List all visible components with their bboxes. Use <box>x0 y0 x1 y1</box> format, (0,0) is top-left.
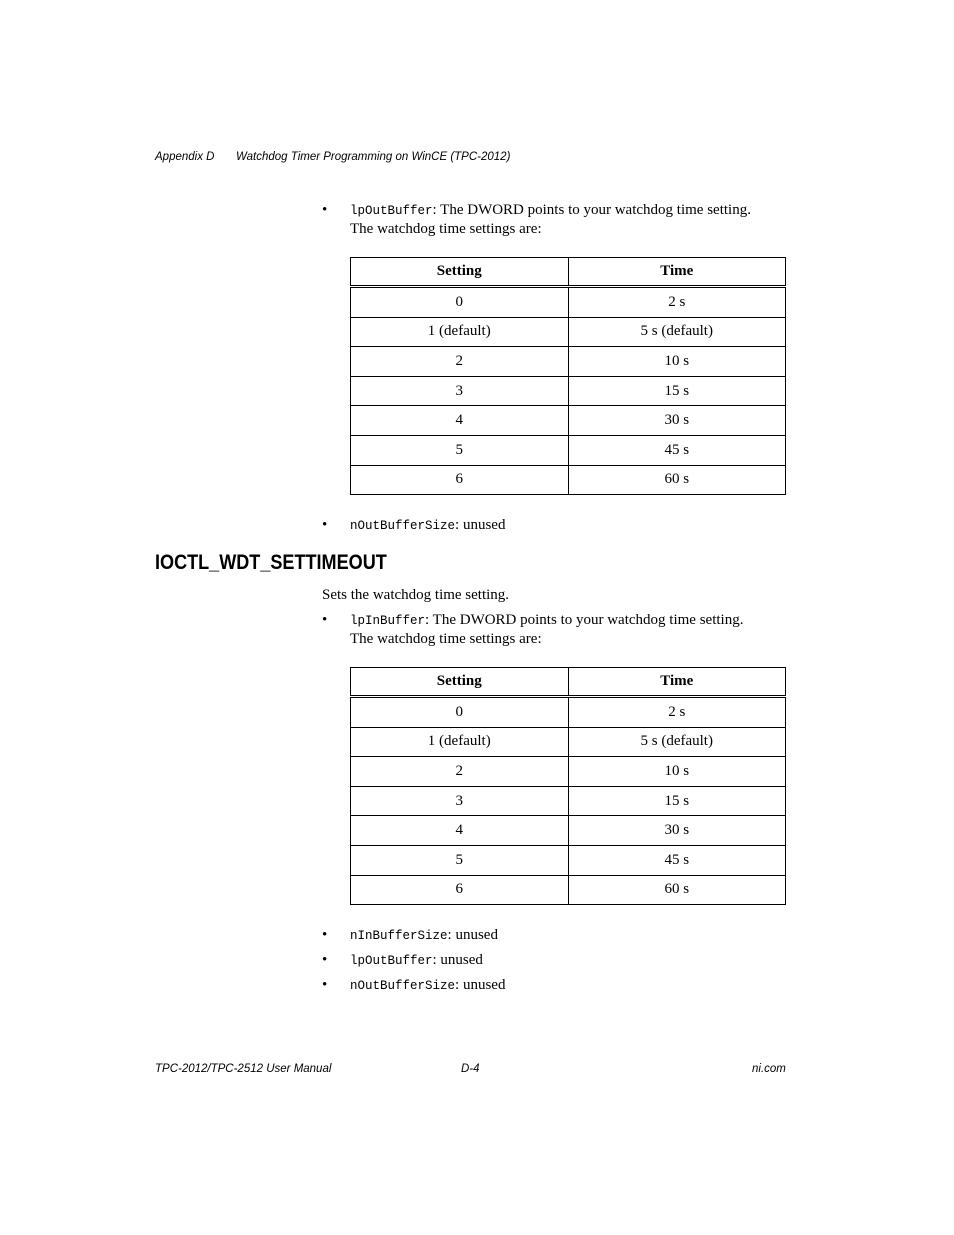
table-header-row <box>351 668 786 697</box>
setting-cell: 3 <box>351 376 569 406</box>
watchdog-settings-table <box>350 257 786 495</box>
time-cell: 2 s <box>568 697 786 728</box>
setting-cell: 0 <box>351 287 569 318</box>
watchdog-settings-table <box>350 667 786 905</box>
running-header-section: Appendix D <box>155 151 215 163</box>
param-description: : The DWORD points to your watchdog time setting. <box>425 612 744 628</box>
bullet-lpoutbuffer <box>322 201 790 238</box>
param-name: nOutBufferSize <box>350 979 456 993</box>
bullet-lpoutbuffer <box>322 951 790 970</box>
setting-cell: 1 (default) <box>351 727 569 757</box>
bullet-noutbuffersize <box>322 516 790 535</box>
table-row <box>351 757 786 787</box>
time-cell: 30 s <box>568 406 786 436</box>
table-row <box>351 376 786 406</box>
time-cell: 60 s <box>568 465 786 495</box>
column-header-setting: Setting <box>351 668 569 697</box>
setting-cell: 3 <box>351 786 569 816</box>
param-description-line2: The watchdog time settings are: <box>350 631 542 647</box>
bullet-lpinbuffer <box>322 611 790 648</box>
bullet-icon: • <box>322 517 328 533</box>
column-header-time: Time <box>568 258 786 287</box>
footer-site-link[interactable]: ni.com <box>752 1063 786 1075</box>
time-cell: 10 s <box>568 757 786 787</box>
column-header-time: Time <box>568 668 786 697</box>
param-description: : unused <box>455 977 506 993</box>
bullet-ninbuffersize <box>322 926 790 945</box>
time-cell: 45 s <box>568 845 786 875</box>
table-row <box>351 697 786 728</box>
setting-cell: 5 <box>351 435 569 465</box>
time-cell: 5 s (default) <box>568 317 786 347</box>
setting-cell: 4 <box>351 816 569 846</box>
param-name: lpOutBuffer <box>350 954 433 968</box>
table-row <box>351 406 786 436</box>
param-description: : unused <box>432 952 483 968</box>
section-heading: IOCTL_WDT_SETTIMEOUT <box>155 551 387 574</box>
section-intro: Sets the watchdog time setting. <box>322 587 510 603</box>
table-row <box>351 347 786 377</box>
table-row <box>351 786 786 816</box>
setting-cell: 4 <box>351 406 569 436</box>
param-description: : unused <box>455 517 506 533</box>
setting-cell: 6 <box>351 875 569 905</box>
param-name: nOutBufferSize <box>350 519 456 533</box>
time-cell: 15 s <box>568 376 786 406</box>
table-row <box>351 435 786 465</box>
table-row <box>351 875 786 905</box>
bullet-icon: • <box>322 977 328 993</box>
setting-cell: 2 <box>351 757 569 787</box>
time-cell: 30 s <box>568 816 786 846</box>
param-name: nInBufferSize <box>350 929 448 943</box>
time-cell: 5 s (default) <box>568 727 786 757</box>
setting-cell: 5 <box>351 845 569 875</box>
setting-cell: 1 (default) <box>351 317 569 347</box>
table-row <box>351 727 786 757</box>
param-name: lpInBuffer <box>350 614 426 628</box>
time-cell: 15 s <box>568 786 786 816</box>
running-header-title: Watchdog Timer Programming on WinCE (TPC-2012) <box>236 151 511 163</box>
setting-cell: 0 <box>351 697 569 728</box>
footer-manual-title: TPC-2012/TPC-2512 User Manual <box>155 1063 332 1075</box>
footer-page-number: D-4 <box>461 1063 480 1075</box>
setting-cell: 6 <box>351 465 569 495</box>
time-cell: 2 s <box>568 287 786 318</box>
table-row <box>351 465 786 495</box>
bullet-noutbuffersize <box>322 976 790 995</box>
table-row <box>351 317 786 347</box>
bullet-icon: • <box>322 927 328 943</box>
param-description: : The DWORD points to your watchdog time setting. <box>432 202 751 218</box>
setting-cell: 2 <box>351 347 569 377</box>
param-description-line2: The watchdog time settings are: <box>350 221 542 237</box>
time-cell: 45 s <box>568 435 786 465</box>
param-name: lpOutBuffer <box>350 204 433 218</box>
param-description: : unused <box>447 927 498 943</box>
table-row <box>351 287 786 318</box>
column-header-setting: Setting <box>351 258 569 287</box>
bullet-icon: • <box>322 202 328 218</box>
time-cell: 10 s <box>568 347 786 377</box>
bullet-icon: • <box>322 612 328 628</box>
time-cell: 60 s <box>568 875 786 905</box>
table-row <box>351 816 786 846</box>
bullet-icon: • <box>322 952 328 968</box>
table-header-row <box>351 258 786 287</box>
table-row <box>351 845 786 875</box>
